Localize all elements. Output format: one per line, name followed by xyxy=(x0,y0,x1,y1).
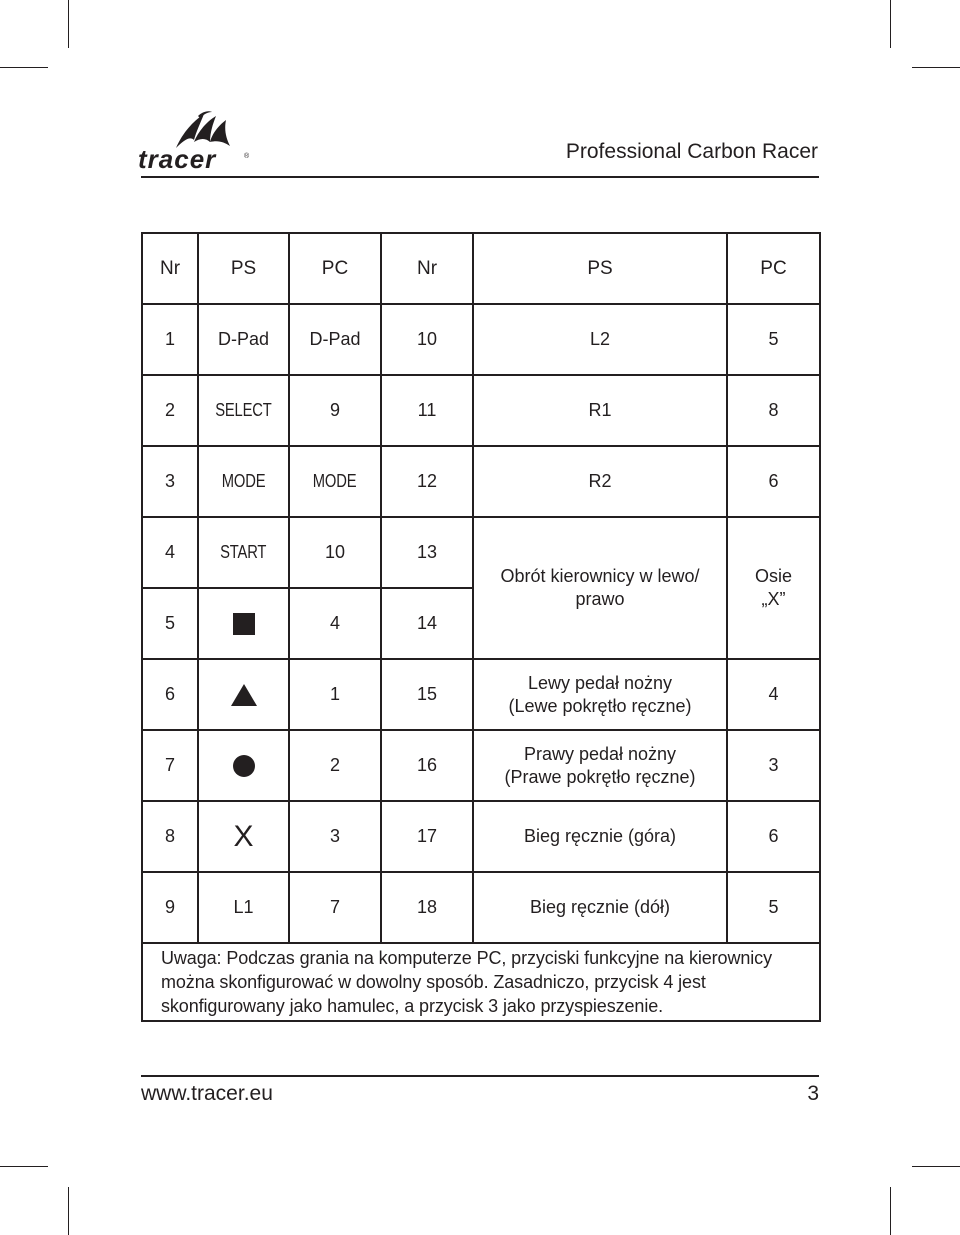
pedal-label: Lewy pedał nożny xyxy=(527,672,673,693)
pc-cell: 8 xyxy=(727,375,820,446)
axis-label: Osie xyxy=(754,566,792,586)
column-header: PS xyxy=(473,233,727,304)
cross-icon: X xyxy=(233,819,254,853)
nr-cell: 3 xyxy=(142,446,198,517)
ps-cell: Bieg ręcznie (góra) xyxy=(473,801,727,872)
table-row xyxy=(142,446,820,517)
crop-mark xyxy=(890,0,891,48)
table-row xyxy=(142,730,820,801)
left-pedal-cell xyxy=(473,659,727,730)
tracer-logo xyxy=(138,108,258,174)
ps-cell xyxy=(198,659,289,730)
circle-icon xyxy=(233,755,255,777)
pc-cell: D-Pad xyxy=(289,304,381,375)
table-row xyxy=(142,375,820,446)
svg-text:®: ® xyxy=(244,153,250,160)
nr-cell: 9 xyxy=(142,872,198,943)
nr-cell: 18 xyxy=(381,872,473,943)
ps-cell xyxy=(198,730,289,801)
table-row xyxy=(142,659,820,730)
pc-label: MODE xyxy=(313,471,357,491)
nr-cell: 12 xyxy=(381,446,473,517)
ps-label: SELECT xyxy=(215,400,272,420)
nr-cell: 17 xyxy=(381,801,473,872)
triangle-icon xyxy=(231,684,257,706)
nr-cell: 11 xyxy=(381,375,473,446)
pc-cell: 4 xyxy=(289,588,381,659)
pc-cell xyxy=(289,446,381,517)
pc-cell: 5 xyxy=(727,872,820,943)
ps-cell xyxy=(198,801,289,872)
ps-cell: R2 xyxy=(473,446,727,517)
axis-value: „X” xyxy=(761,589,786,609)
steering-ps-cell xyxy=(473,517,727,659)
nr-cell: 7 xyxy=(142,730,198,801)
nr-cell: 10 xyxy=(381,304,473,375)
footer-divider xyxy=(141,1075,819,1077)
crop-mark xyxy=(0,67,48,68)
column-header: Nr xyxy=(142,233,198,304)
crop-mark xyxy=(0,1166,48,1167)
ps-cell xyxy=(198,517,289,588)
table-row xyxy=(142,872,820,943)
ps-label: MODE xyxy=(221,471,266,491)
ps-cell: L1 xyxy=(198,872,289,943)
crop-mark xyxy=(912,67,960,68)
nr-cell: 15 xyxy=(381,659,473,730)
ps-cell: R1 xyxy=(473,375,727,446)
crop-mark xyxy=(912,1166,960,1167)
ps-cell xyxy=(198,446,289,517)
table-row xyxy=(142,517,820,588)
ps-cell xyxy=(198,588,289,659)
pc-cell: 7 xyxy=(289,872,381,943)
steering-label: Obrót kierownicy w lewo/ prawo xyxy=(500,566,700,609)
pc-cell: 9 xyxy=(289,375,381,446)
website-link[interactable]: www.tracer.eu xyxy=(141,1082,273,1105)
button-mapping-table xyxy=(141,232,821,1022)
column-header: PC xyxy=(289,233,381,304)
pedal-sublabel: (Prawe pokrętło ręczne) xyxy=(504,766,696,787)
pc-cell: 2 xyxy=(289,730,381,801)
pc-cell: 10 xyxy=(289,517,381,588)
pc-cell: 1 xyxy=(289,659,381,730)
ps-cell: Bieg ręcznie (dół) xyxy=(473,872,727,943)
steering-pc-cell xyxy=(727,517,820,659)
column-header: PS xyxy=(198,233,289,304)
table-row xyxy=(142,304,820,375)
document-title: Professional Carbon Racer xyxy=(565,140,818,163)
column-header: PC xyxy=(727,233,820,304)
table-header-row xyxy=(142,233,820,304)
pc-cell: 3 xyxy=(289,801,381,872)
nr-cell: 6 xyxy=(142,659,198,730)
logo-wordmark: tracer xyxy=(138,144,217,174)
nr-cell: 2 xyxy=(142,375,198,446)
crop-mark xyxy=(68,1187,69,1235)
nr-cell: 1 xyxy=(142,304,198,375)
nr-cell: 8 xyxy=(142,801,198,872)
note-row xyxy=(142,943,820,1021)
ps-cell: L2 xyxy=(473,304,727,375)
pc-cell: 3 xyxy=(727,730,820,801)
pc-cell: 5 xyxy=(727,304,820,375)
ps-label: START xyxy=(220,542,267,562)
nr-cell: 5 xyxy=(142,588,198,659)
note-text: Uwaga: Podczas grania na komputerze PC, przyciski funkcyjne na kierownicy można skonfigurować w dowolny sposób. Zasadniczo, przycisk 4 jest skonfigurowany jako hamulec, a przycisk 3 jako przyspieszenie. xyxy=(142,943,820,1021)
pc-cell: 6 xyxy=(727,801,820,872)
header-divider xyxy=(141,176,819,178)
column-header: Nr xyxy=(381,233,473,304)
nr-cell: 4 xyxy=(142,517,198,588)
table-row xyxy=(142,801,820,872)
crop-mark xyxy=(890,1187,891,1235)
nr-cell: 13 xyxy=(381,517,473,588)
nr-cell: 16 xyxy=(381,730,473,801)
pedal-sublabel: (Lewe pokrętło ręczne) xyxy=(508,695,692,716)
page-number: 3 xyxy=(807,1082,819,1105)
ps-cell: D-Pad xyxy=(198,304,289,375)
ps-cell xyxy=(198,375,289,446)
right-pedal-cell xyxy=(473,730,727,801)
pc-cell: 4 xyxy=(727,659,820,730)
pedal-label: Prawy pedał nożny xyxy=(523,743,677,764)
crop-mark xyxy=(68,0,69,48)
nr-cell: 14 xyxy=(381,588,473,659)
pc-cell: 6 xyxy=(727,446,820,517)
square-icon xyxy=(233,613,255,635)
